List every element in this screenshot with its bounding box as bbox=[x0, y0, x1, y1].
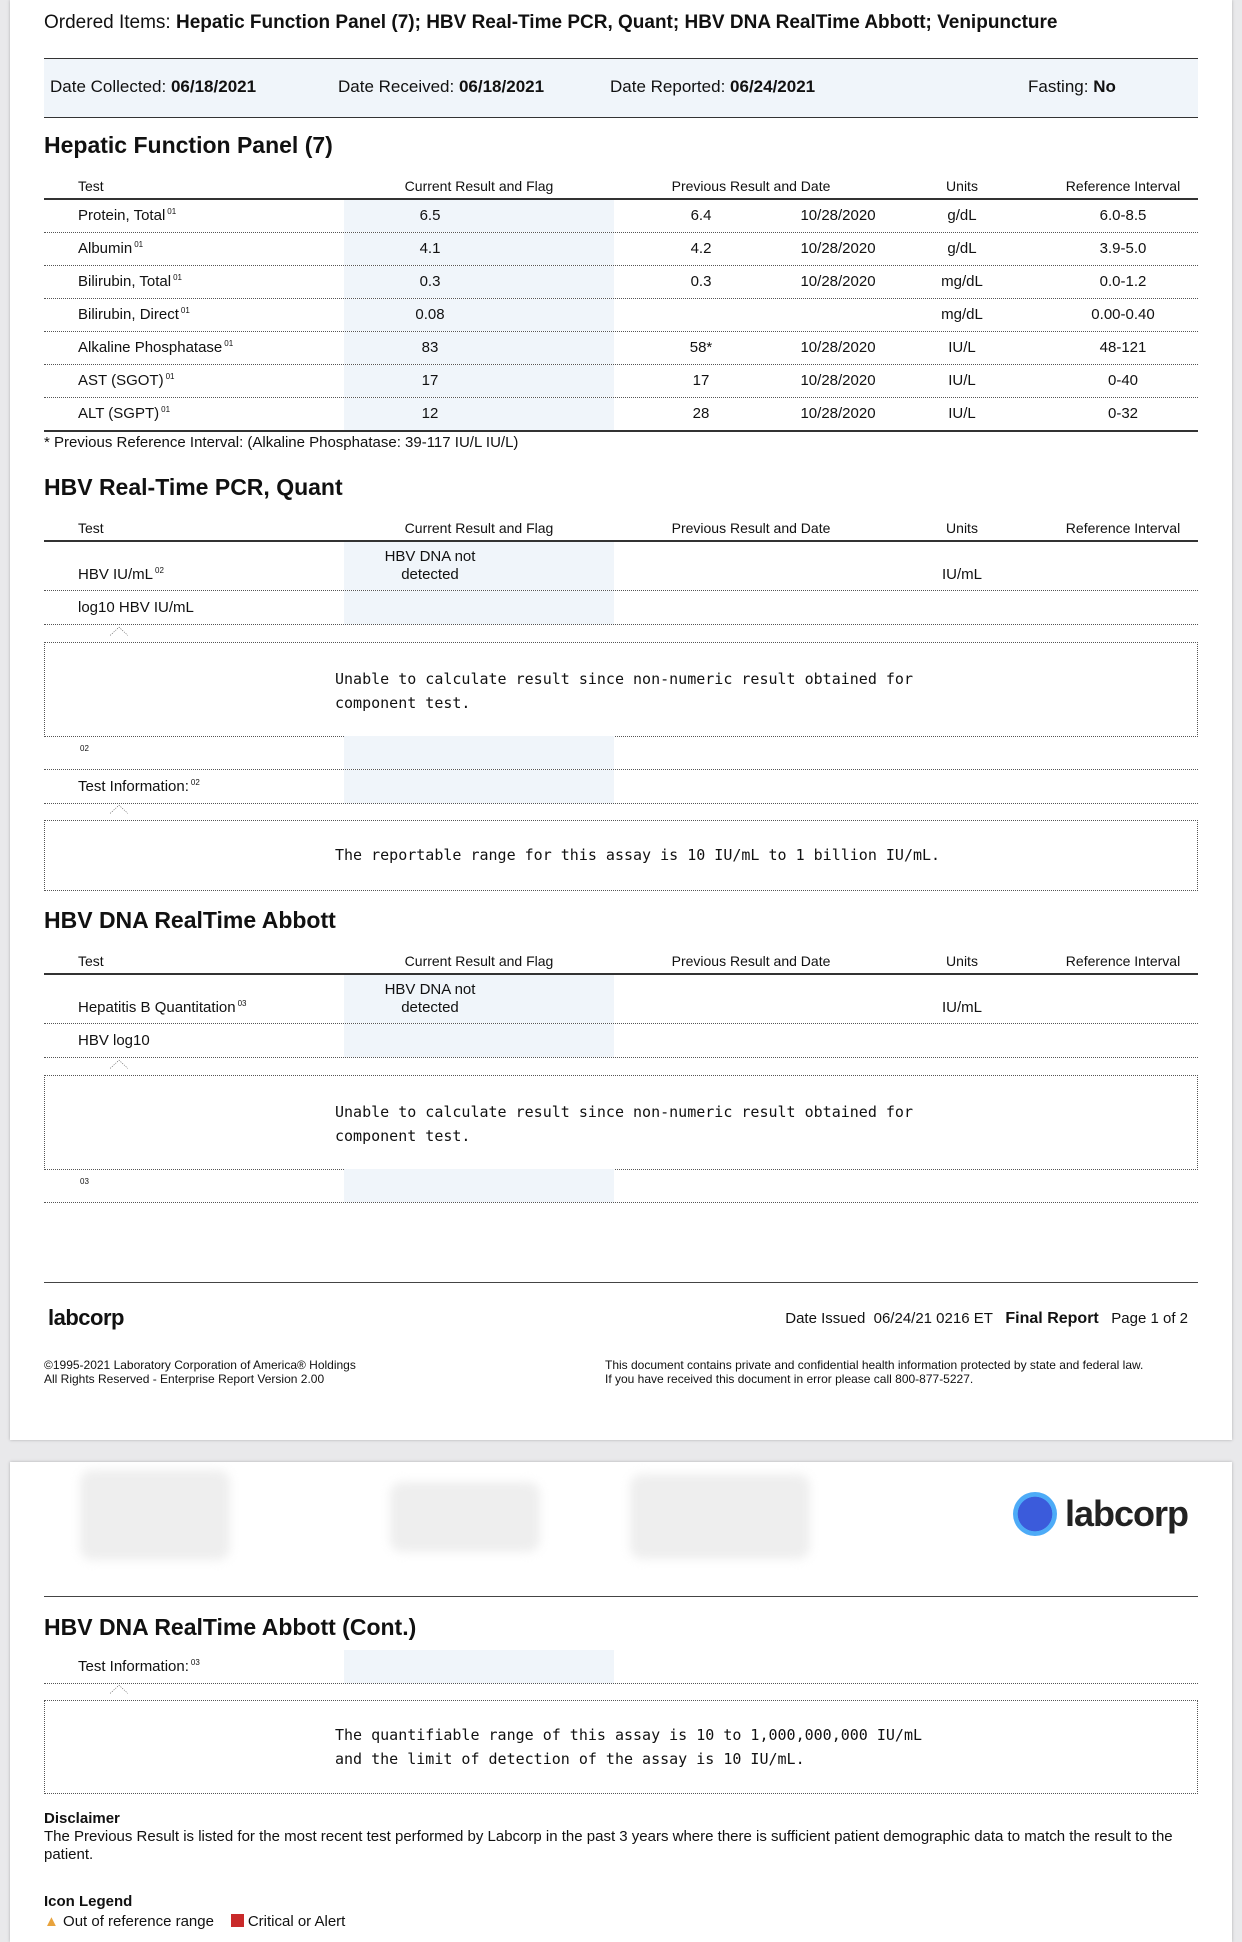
table-row: Test Information: $^{02}$ bbox=[44, 770, 1198, 804]
labcorp-logo-icon bbox=[1013, 1492, 1057, 1536]
table-row: Test Information: $^{03}$ bbox=[44, 1650, 1198, 1684]
reference-interval: 3.9-5.0 bbox=[1099, 240, 1147, 257]
table-header-hepatic: Test Current Result and Flag Previous Result and Date Units Reference Interval bbox=[44, 176, 1198, 200]
reference-interval: 0-32 bbox=[1107, 405, 1139, 422]
critical-square-icon bbox=[231, 1914, 244, 1927]
section-title-pcr: HBV Real-Time PCR, Quant bbox=[44, 474, 343, 500]
disclaimer: Disclaimer The Previous Result is listed for the most recent test performed by Labcorp in the past 3 years where there is sufficient patient demographic data to match the result to the patient. bbox=[44, 1810, 1173, 1863]
current-result: 6.5 bbox=[419, 207, 441, 224]
units: mg/dL bbox=[941, 273, 983, 290]
reference-interval: 0.0-1.2 bbox=[1099, 273, 1147, 290]
reference-interval: 0.00-0.40 bbox=[1091, 306, 1155, 323]
section-title-hepatic: Hepatic Function Panel (7) bbox=[44, 132, 333, 158]
test-name: Bilirubin, Total $^{01}$ bbox=[78, 273, 183, 290]
page-number: Page 1 of 2 bbox=[1111, 1310, 1188, 1327]
table-row bbox=[44, 200, 1198, 233]
table-row bbox=[44, 299, 1198, 332]
units: IU/L bbox=[948, 372, 976, 389]
current-result: 0.3 bbox=[419, 273, 441, 290]
test-name: Bilirubin, Direct $^{01}$ bbox=[78, 306, 190, 323]
result-comment-box: Unable to calculate result since non-numeric result obtained for component test. bbox=[44, 642, 1198, 737]
labcorp-logo: labcorp bbox=[1013, 1492, 1188, 1536]
comment-pointer-icon bbox=[110, 1684, 128, 1694]
table-row: 02 bbox=[44, 736, 1198, 770]
result-comment-box: The quantifiable range of this assay is 10 to 1,000,000,000 IU/mL and the limit of detection of the assay is 10 IU/mL. bbox=[44, 1700, 1198, 1794]
reference-interval: 0-40 bbox=[1107, 372, 1139, 389]
test-name: Alkaline Phosphatase $^{01}$ bbox=[78, 339, 234, 356]
units: IU/L bbox=[948, 339, 976, 356]
table-header-pcr: Test Current Result and Flag Previous Result and Date Units Reference Interval bbox=[44, 518, 1198, 542]
previous-result: 4.2 bbox=[690, 240, 712, 257]
current-result: 12 bbox=[421, 405, 439, 422]
previous-date: 10/28/2020 bbox=[800, 372, 876, 389]
table-row: HBV IU/mL $^{02}$ HBV DNA not detected IU/mL bbox=[44, 542, 1198, 591]
reference-interval: 6.0-8.5 bbox=[1099, 207, 1147, 224]
test-name: Albumin $^{01}$ bbox=[78, 240, 144, 257]
date-received: Date Received: 06/18/2021 bbox=[338, 77, 545, 96]
date-collected: Date Collected: 06/18/2021 bbox=[50, 77, 257, 96]
current-result: 0.08 bbox=[415, 306, 445, 323]
report-status: Date Issued 06/24/21 0216 ET Final Report Page 1 of 2 bbox=[785, 1310, 1188, 1327]
labcorp-logo: labcorp bbox=[48, 1305, 124, 1330]
current-result: 17 bbox=[421, 372, 439, 389]
date-bar bbox=[44, 58, 1198, 118]
section-title-abbott-cont: HBV DNA RealTime Abbott (Cont.) bbox=[44, 1614, 417, 1640]
table-row: log10 HBV IU/mL bbox=[44, 591, 1198, 625]
icon-legend: Icon Legend ▲ Out of reference range Critical or Alert bbox=[44, 1893, 346, 1930]
units: mg/dL bbox=[941, 306, 983, 323]
date-reported: Date Reported: 06/24/2021 bbox=[610, 77, 816, 96]
previous-result: 6.4 bbox=[690, 207, 712, 224]
result-comment-box: Unable to calculate result since non-numeric result obtained for component test. bbox=[44, 1075, 1198, 1170]
header-rule bbox=[44, 1596, 1198, 1597]
copyright: ©1995-2021 Laboratory Corporation of America® Holdings All Rights Reserved - Enterprise Report Version 2.00 bbox=[44, 1358, 356, 1386]
units: g/dL bbox=[947, 207, 977, 224]
section-title-abbott: HBV DNA RealTime Abbott bbox=[44, 907, 336, 933]
report-page-2 bbox=[10, 1462, 1232, 1942]
current-result: 4.1 bbox=[419, 240, 441, 257]
hepatic-footnote: * Previous Reference Interval: (Alkaline Phosphatase: 39-117 IU/L IU/L) bbox=[44, 434, 519, 451]
test-name: Protein, Total $^{01}$ bbox=[78, 207, 177, 224]
previous-date: 10/28/2020 bbox=[800, 273, 876, 290]
table-header-abbott: Test Current Result and Flag Previous Result and Date Units Reference Interval bbox=[44, 951, 1198, 975]
table-row bbox=[44, 266, 1198, 299]
table-row: Hepatitis B Quantitation $^{03}$ HBV DNA not detected IU/mL bbox=[44, 975, 1198, 1024]
previous-result: 17 bbox=[692, 372, 710, 389]
table-row bbox=[44, 233, 1198, 266]
table-row bbox=[44, 398, 1198, 432]
test-name: AST (SGOT) $^{01}$ bbox=[78, 372, 175, 389]
previous-date: 10/28/2020 bbox=[800, 339, 876, 356]
report-page-1 bbox=[10, 0, 1232, 1440]
units: IU/L bbox=[948, 405, 976, 422]
table-row: 03 bbox=[44, 1169, 1198, 1203]
confidentiality-notice: This document contains private and confidential health information protected by state and federal law. If you have received this document in error please call 800-877-5227. bbox=[605, 1358, 1144, 1386]
fasting: Fasting: No bbox=[1028, 77, 1116, 96]
footer-rule bbox=[44, 1282, 1198, 1283]
comment-pointer-icon bbox=[110, 804, 128, 814]
table-row bbox=[44, 332, 1198, 365]
reference-interval: 48-121 bbox=[1099, 339, 1147, 356]
result-comment-box: The reportable range for this assay is 10 IU/mL to 1 billion IU/mL. bbox=[44, 820, 1198, 891]
table-row bbox=[44, 365, 1198, 398]
previous-date: 10/28/2020 bbox=[800, 405, 876, 422]
previous-result: 28 bbox=[692, 405, 710, 422]
test-name: ALT (SGPT) $^{01}$ bbox=[78, 405, 171, 422]
current-result: 83 bbox=[421, 339, 439, 356]
ordered-items: Ordered Items: Hepatic Function Panel (7); HBV Real-Time PCR, Quant; HBV DNA RealTime Abbott; Venipuncture bbox=[44, 12, 1058, 33]
units: g/dL bbox=[947, 240, 977, 257]
previous-date: 10/28/2020 bbox=[800, 207, 876, 224]
comment-pointer-icon bbox=[110, 626, 128, 636]
comment-pointer-icon bbox=[110, 1059, 128, 1069]
previous-result: 58* bbox=[689, 339, 713, 356]
ordered-items-list: Hepatic Function Panel (7); HBV Real-Time PCR, Quant; HBV DNA RealTime Abbott; Venipuncture bbox=[176, 12, 1058, 33]
warning-triangle-icon: ▲ bbox=[44, 1913, 59, 1930]
table-row: HBV log10 bbox=[44, 1024, 1198, 1058]
previous-date: 10/28/2020 bbox=[800, 240, 876, 257]
previous-result: 0.3 bbox=[690, 273, 712, 290]
